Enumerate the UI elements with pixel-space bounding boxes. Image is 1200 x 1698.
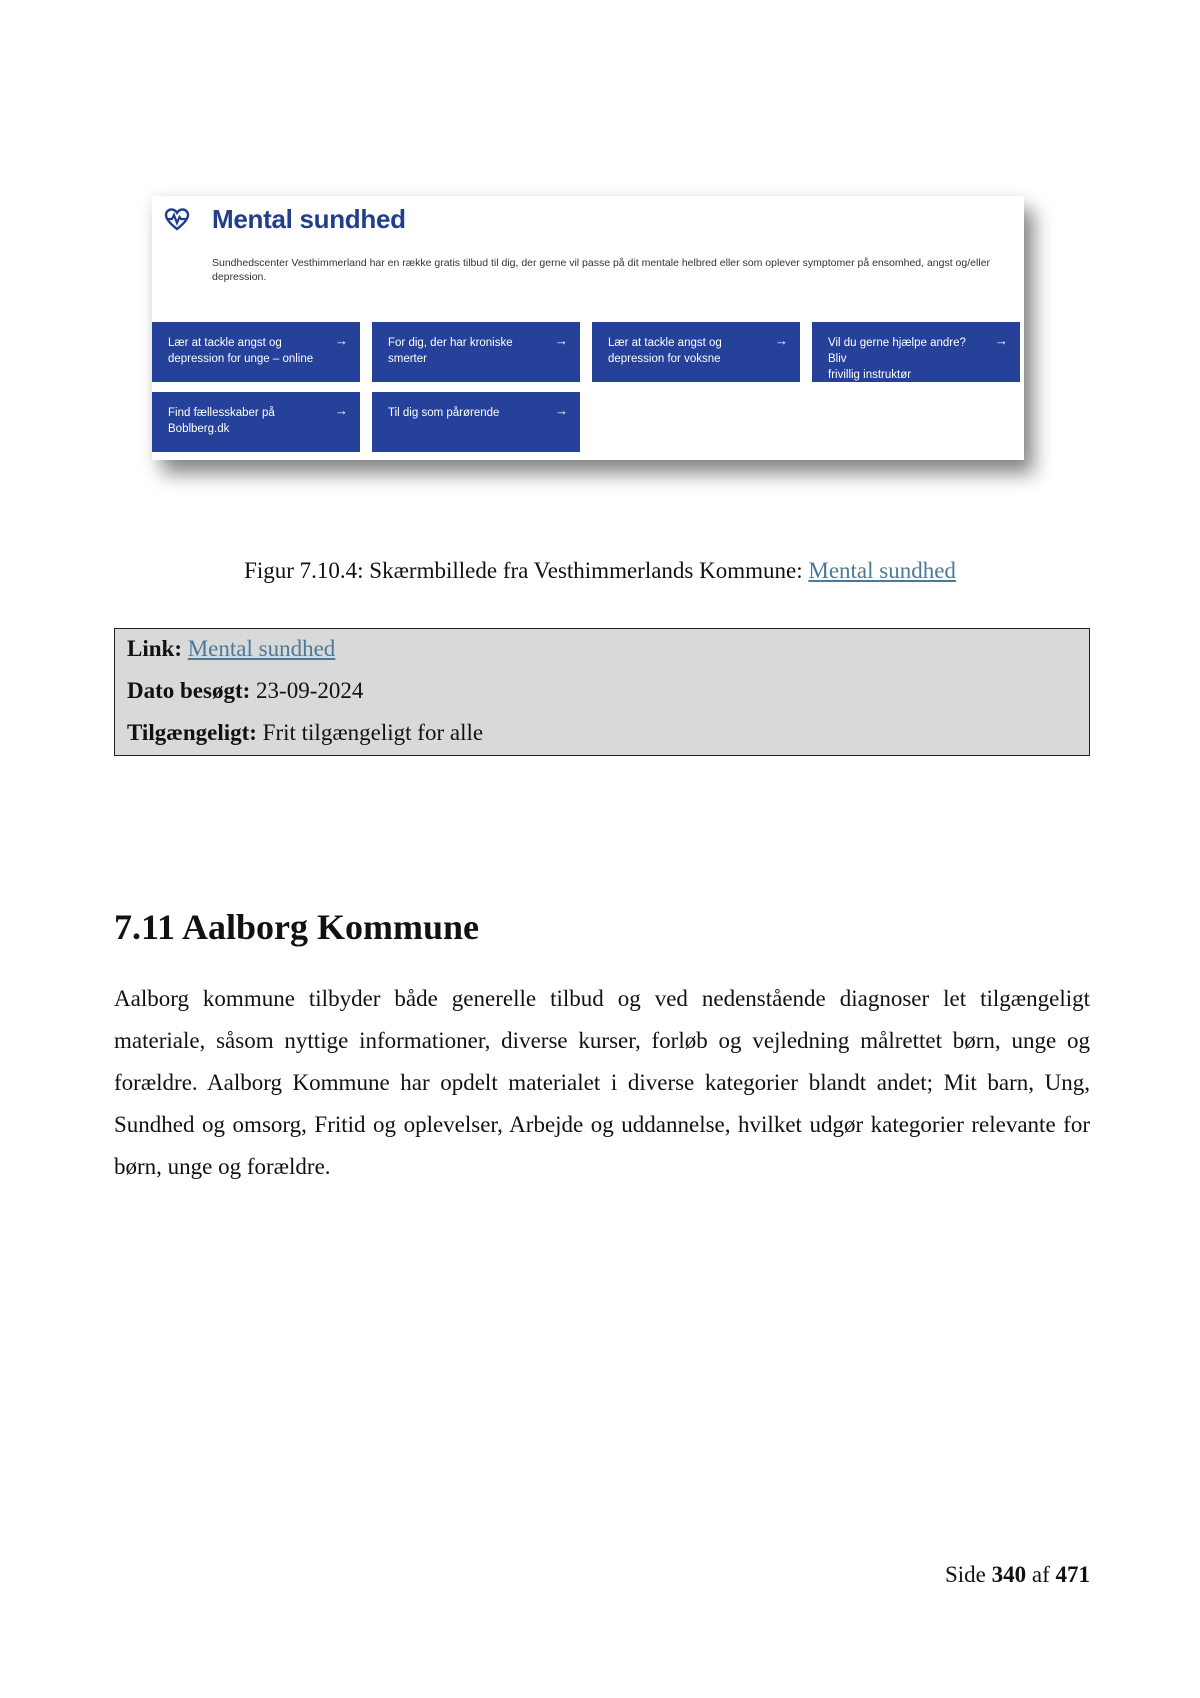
info-row-access <box>127 716 1077 758</box>
access-label: Tilgængeligt: <box>127 720 257 745</box>
link-label: Link: <box>127 636 182 661</box>
tile-line1: For dig, der har kroniske <box>388 337 513 349</box>
tile-line1: Til dig som pårørende <box>388 407 500 419</box>
screenshot-description: Sundhedscenter Vesthimmerland har en række gratis tilbud til dig, der gerne vil passe på dit mentale helbred eller som oplever symptomer på ensomhed, angst og/eller depression. <box>212 257 990 283</box>
access-value: Frit tilgængeligt for alle <box>262 720 484 745</box>
caption-text: Figur 7.10.4: Skærmbillede fra Vesthimmerlands Kommune: <box>244 558 809 583</box>
arrow-right-icon: → <box>995 333 1008 348</box>
footer-page-number: 340 <box>991 1562 1027 1587</box>
source-info-box <box>114 628 1090 756</box>
arrow-right-icon: → <box>555 333 568 348</box>
footer-side: Side <box>944 1562 986 1587</box>
arrow-right-icon: → <box>775 333 788 348</box>
tile-kroniske-smerter[interactable] <box>372 322 580 382</box>
tile-line2: depression for voksne <box>608 353 721 365</box>
tile-line1: Vil du gerne hjælpe andre? Bliv <box>828 337 966 365</box>
footer-total-pages: 471 <box>1055 1562 1090 1587</box>
tile-line2: frivillig instruktør <box>828 369 912 381</box>
heart-pulse-icon <box>164 207 190 233</box>
info-row-date <box>127 674 1077 716</box>
tile-frivillig-instruktor[interactable] <box>812 322 1020 382</box>
arrow-right-icon: → <box>335 333 348 348</box>
screenshot-header <box>164 204 406 235</box>
tile-angst-voksne[interactable] <box>592 322 800 382</box>
screenshot-title: Mental sundhed <box>212 204 406 234</box>
info-link[interactable]: Mental sundhed <box>187 636 336 661</box>
date-label: Dato besøgt: <box>127 678 251 703</box>
embedded-screenshot <box>152 196 1024 460</box>
tile-line2: smerter <box>388 353 427 365</box>
tile-line1: Lær at tackle angst og <box>608 337 722 349</box>
tile-line1: Lær at tackle angst og <box>168 337 282 349</box>
figure-caption <box>0 558 1200 584</box>
arrow-right-icon: → <box>335 403 348 418</box>
tile-line2: Boblberg.dk <box>168 423 230 435</box>
section-body: Aalborg kommune tilbyder både generelle tilbud og ved nedenstående diagnoser let tilgængeligt materiale, såsom nyttige informationer, diverse kurser, forløb og vejledning målrettet børn, unge og forældre. Aalborg Kommune har opdelt materialet i diverse kategorier blandt andet; Mit barn, Ung, Sundhed og omsorg, Fritid og oplevelser, Arbejde og uddannelse, hvilket udgør kategorier relevante for børn, unge og forældre. <box>114 986 1090 1179</box>
tile-boblberg[interactable] <box>152 392 360 452</box>
tile-parorende[interactable] <box>372 392 580 452</box>
date-value: 23-09-2024 <box>256 678 364 703</box>
footer-af: af <box>1031 1562 1050 1587</box>
info-row-link <box>127 632 1077 674</box>
page-footer <box>945 1562 1090 1588</box>
tile-line2: depression for unge – online <box>168 353 314 365</box>
tile-angst-unge[interactable] <box>152 322 360 382</box>
tile-line1: Find fællesskaber på <box>168 407 275 419</box>
caption-link[interactable]: Mental sundhed <box>808 558 956 583</box>
arrow-right-icon: → <box>555 403 568 418</box>
section-heading: 7.11 Aalborg Kommune <box>114 907 480 947</box>
